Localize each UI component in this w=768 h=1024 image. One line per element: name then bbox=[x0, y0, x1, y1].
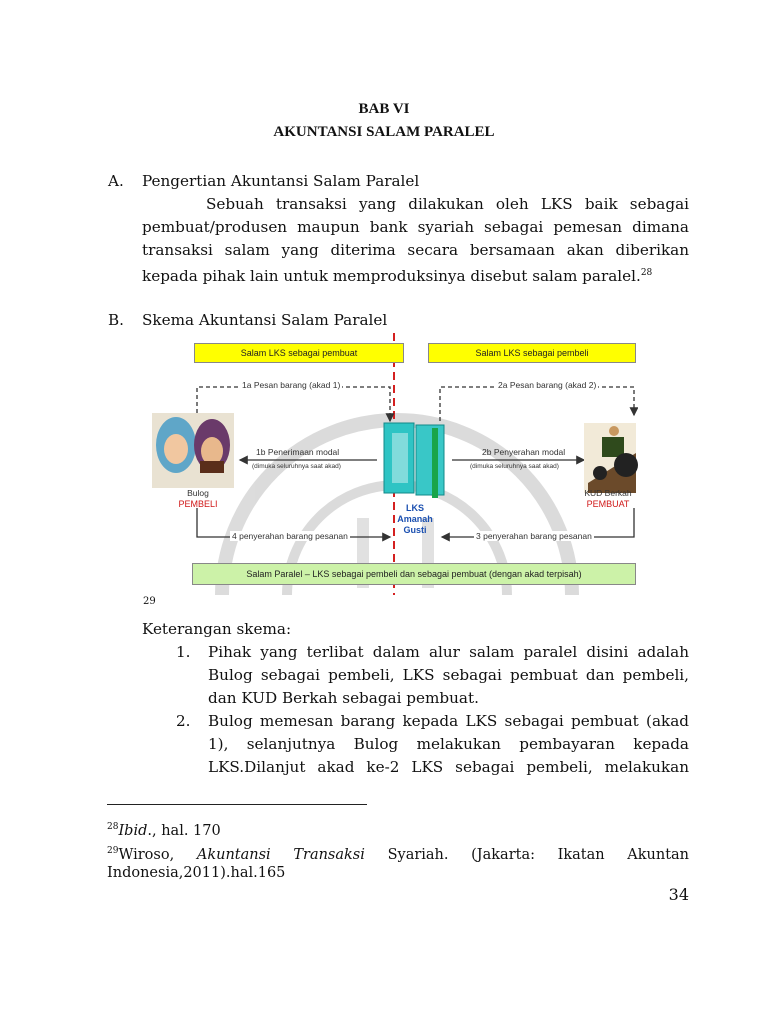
footnote-29-line-2: Indonesia,2011).hal.165 bbox=[107, 865, 286, 881]
left-header-box: Salam LKS sebagai pembuat bbox=[194, 343, 404, 363]
section-b-title: Skema Akuntansi Salam Paralel bbox=[142, 311, 388, 329]
arrow-2b-label: 2b Penyerahan modal bbox=[482, 447, 566, 457]
list-item-1-line-2: Bulog sebagai pembeli, LKS sebagai pembuat dan pembeli, bbox=[208, 666, 689, 684]
kud-tractor-illustration bbox=[584, 423, 638, 493]
footnote-separator bbox=[107, 804, 367, 805]
figure-footnote-ref: 29 bbox=[143, 596, 156, 607]
lks-amanah-label: Amanah bbox=[397, 514, 433, 524]
arrow-2b-sublabel: (dimuka seluruhnya saat akad) bbox=[470, 463, 559, 470]
section-a-title: Pengertian Akuntansi Salam Paralel bbox=[142, 172, 420, 190]
right-header-box: Salam LKS sebagai pembeli bbox=[428, 343, 636, 363]
lks-label: LKS bbox=[406, 503, 424, 513]
section-a-line-2: pembuat/produsen maupun bank syariah sebagai pemesan dimana bbox=[142, 218, 689, 236]
list-item-2-number: 2. bbox=[176, 712, 191, 730]
chapter-number: BAB VI bbox=[358, 101, 410, 117]
section-a-marker: A. bbox=[108, 172, 124, 190]
section-a-line-3: transaksi salam yang diterima secara bersamaan akan diberikan bbox=[142, 241, 689, 259]
footnote-29-line-1: $^{29}$Wiroso, Akuntansi Transaksi Syariah. (Jakarta: Ikatan Akuntan bbox=[107, 846, 690, 863]
arrow-2a bbox=[440, 387, 634, 421]
bulog-name: Bulog bbox=[187, 488, 209, 498]
list-item-1-line-3: dan KUD Berkah sebagai pembuat. bbox=[208, 689, 479, 707]
bulog-buyers-illustration bbox=[152, 413, 234, 488]
list-item-2-line-2: 1), selanjutnya Bulog melakukan pembayaran kepada bbox=[208, 735, 689, 753]
list-item-2-line-1: Bulog memesan barang kepada LKS sebagai pembuat (akad bbox=[208, 712, 689, 730]
arrow-1b-label: 1b Penerimaan modal bbox=[256, 447, 340, 457]
lks-gusti-label: Gusti bbox=[403, 525, 427, 535]
kud-name: KUD Berkah bbox=[584, 488, 632, 498]
list-item-1-line-1: Pihak yang terlibat dalam alur salam paralel disini adalah bbox=[208, 643, 689, 661]
diagram-graphics bbox=[152, 333, 638, 595]
arrow-1b-sublabel: (dimuka seluruhnya saat akad) bbox=[252, 463, 341, 470]
arrow-4-label: 4 penyerahan barang pesanan bbox=[232, 531, 348, 541]
keterangan-title: Keterangan skema: bbox=[142, 620, 292, 638]
footnote-28: $^{28}$Ibid., hal. 170 bbox=[107, 822, 221, 839]
kud-role: PEMBUAT bbox=[586, 499, 630, 509]
lks-building-icon bbox=[384, 423, 444, 498]
arrow-1a-label: 1a Pesan barang (akad 1) bbox=[242, 380, 341, 390]
page-number: 34 bbox=[668, 885, 689, 904]
bottom-summary-bar: Salam Paralel – LKS sebagai pembeli dan sebagai pembuat (dengan akad terpisah) bbox=[192, 563, 636, 585]
section-a-line-1: Sebuah transaksi yang dilakukan oleh LKS baik sebagai bbox=[206, 195, 689, 213]
chapter-title: AKUNTANSI SALAM PARALEL bbox=[273, 124, 495, 140]
salam-paralel-diagram bbox=[152, 333, 638, 595]
section-b-marker: B. bbox=[108, 311, 124, 329]
footnote-ref-28[interactable]: 28 bbox=[640, 268, 653, 278]
arrow-3-label: 3 penyerahan barang pesanan bbox=[476, 531, 592, 541]
bulog-role: PEMBELI bbox=[178, 499, 218, 509]
list-item-2-line-3: LKS.Dilanjut akad ke-2 LKS sebagai pembeli, melakukan bbox=[208, 758, 689, 776]
section-a-line-4: kepada pihak lain untuk memproduksinya disebut salam paralel.$^{28}$ bbox=[142, 267, 653, 285]
arrow-2a-label: 2a Pesan barang (akad 2) bbox=[498, 380, 597, 390]
list-item-1-number: 1. bbox=[176, 643, 191, 661]
